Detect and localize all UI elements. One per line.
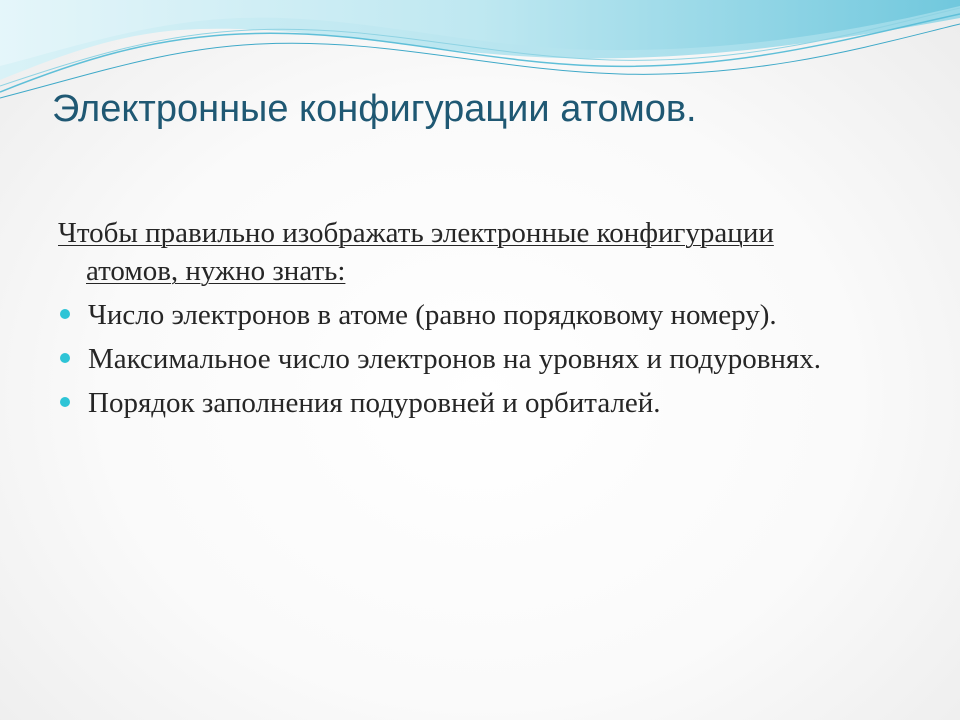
bullet-text: Число электронов в атоме (равно порядковому номеру).	[88, 299, 777, 331]
bullet-item	[58, 384, 858, 422]
bullet-item	[58, 340, 858, 378]
intro-text	[58, 214, 858, 290]
bullet-dot-icon	[60, 309, 70, 319]
bullet-text: Максимальное число электронов на уровнях и подуровнях.	[88, 343, 822, 375]
bullet-text: Порядок заполнения подуровней и орбиталей.	[88, 387, 661, 419]
slide-title: Электронные конфигурации атомов.	[52, 88, 697, 130]
bullet-dot-icon	[60, 353, 70, 363]
bullet-dot-icon	[60, 397, 70, 407]
slide-content	[58, 214, 858, 428]
intro-text-underlined: Чтобы правильно изображать электронные конфигурации атомов, нужно знать:	[58, 217, 774, 287]
bullet-list	[58, 296, 858, 422]
bullet-item	[58, 296, 858, 334]
